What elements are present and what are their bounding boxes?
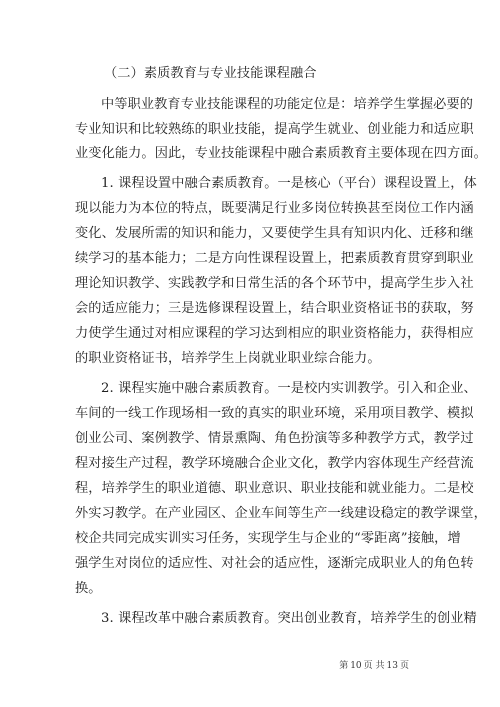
paragraph-line: 强学生对岗位的适应性、对社会的适应性，逐渐完成职业人的角色转 [75,556,474,571]
section-heading: （二）素质教育与专业技能课程融合 [104,66,317,81]
paragraph-line: 程，培养学生的职业道德、职业意识、职业技能和就业能力。二是校 [75,481,474,496]
paragraph-line: 续学习的基本能力；二是方向性课程设置上，把素质教育贯穿到职业 [75,251,474,266]
paragraph-line: 业变化能力。因此，专业技能课程中融合素质教育主要体现在四方面。 [75,146,487,161]
footer-prefix: 第 [339,661,349,671]
paragraph-line: 力使学生通过对相应课程的学习达到相应的职业资格能力，获得相应 [75,326,474,341]
paragraph-line: 1. 课程设置中融合素质教育。一是核心（平台）课程设置上，体 [101,176,477,191]
paragraph-line: 中等职业教育专业技能课程的功能定位是：培养学生掌握必要的 [101,97,474,112]
paragraph-line: 现以能力为本位的特点，既要满足行业多岗位转换甚至岗位工作内涵 [75,201,474,216]
footer-suffix: 页 [399,661,409,671]
paragraph-line: 会的适应能力；三是选修课程设置上，结合职业资格证书的获取，努 [75,301,474,316]
footer-page-number: 10 [350,661,362,671]
footer-middle: 页 共 [363,661,385,671]
paragraph-line: 理论知识教学、实践教学和日常生活的各个环节中，提高学生步入社 [75,276,474,291]
paragraph-line: 外实习教学。在产业园区、企业车间等生产一线建设稳定的教学课堂， [75,506,487,521]
page-number-footer [0,660,410,672]
paragraph-line: 校企共同完成实训实习任务，实现学生与企业的“零距离”接触，增 [75,531,461,546]
paragraph-line: 3. 课程改革中融合素质教育。突出创业教育，培养学生的创业精 [101,611,477,626]
paragraph-line: 程对接生产过程，教学环境融合企业文化，教学内容体现生产经营流 [75,456,474,471]
paragraph-line: 专业知识和比较熟练的职业技能，提高学生就业、创业能力和适应职 [75,122,474,137]
footer-total-pages: 13 [386,661,398,671]
paragraph-line: 变化、发展所需的知识和能力，又要使学生具有知识内化、迁移和继 [75,226,474,241]
paragraph-line: 换。 [75,581,102,596]
paragraph-line: 2. 课程实施中融合素质教育。一是校内实训教学。引入和企业、 [101,381,477,396]
paragraph-line: 的职业资格证书，培养学生上岗就业职业综合能力。 [75,351,381,366]
paragraph-line: 车间的一线工作现场相一致的真实的职业环境，采用项目教学、模拟 [75,406,474,421]
paragraph-line: 创业公司、案例教学、情景熏陶、角色扮演等多种教学方式，教学过 [75,431,474,446]
